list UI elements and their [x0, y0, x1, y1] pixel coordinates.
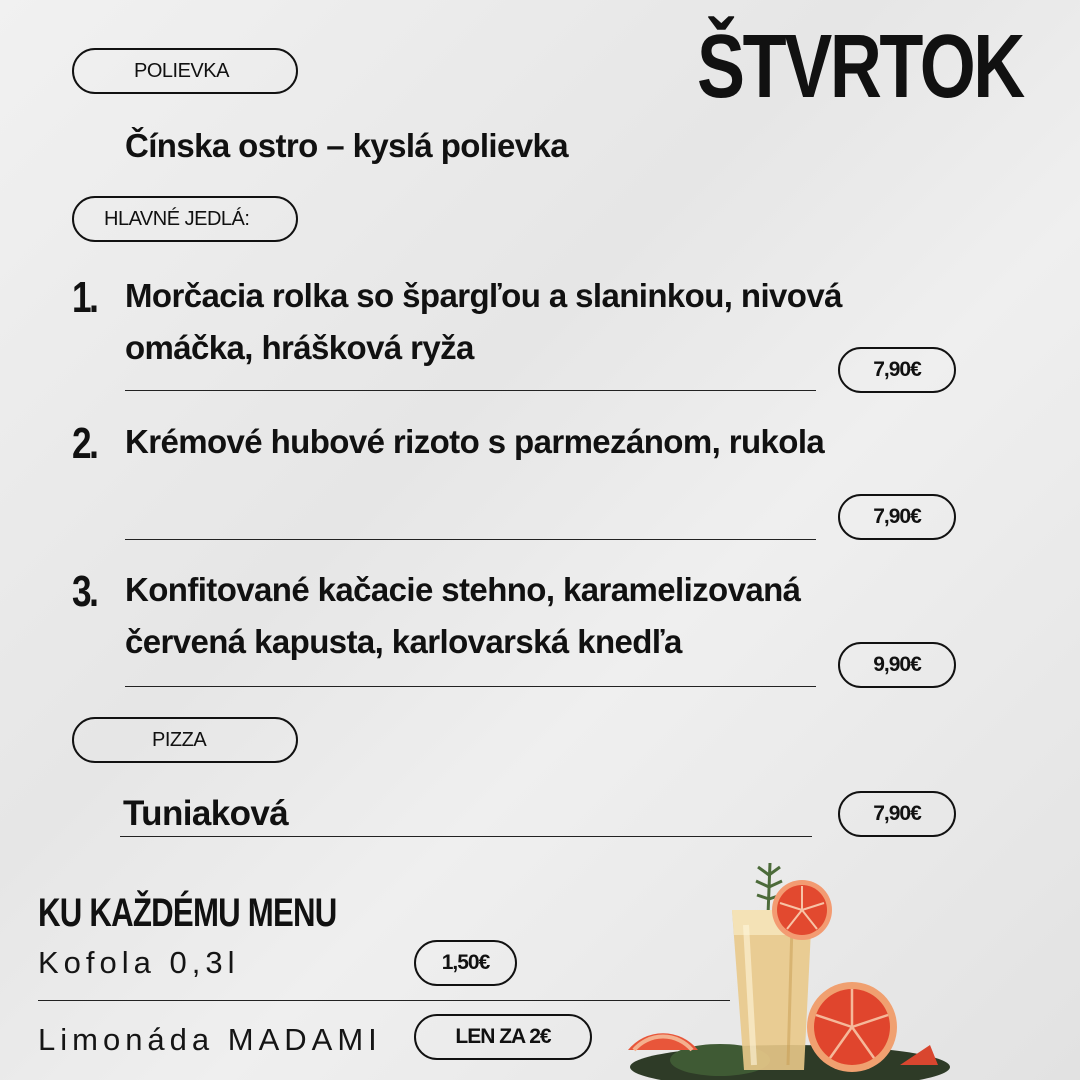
main-item-1-line1: Morčacia rolka so špargľou a slaninkou, nivová: [125, 277, 842, 314]
extra-item-kofola: Kofola 0,3l: [38, 945, 240, 980]
main-item-2-price-text: 7,90€: [873, 505, 921, 528]
main-item-2-line1: Krémové hubové rizoto s parmezánom, rukola: [125, 423, 825, 460]
soup-section-label: POLIEVKA: [134, 59, 229, 82]
main-item-1-price-text: 7,90€: [873, 358, 921, 381]
main-item-3-line2: červená kapusta, karlovarská knedľa: [125, 623, 682, 660]
main-item-2-divider: [125, 539, 816, 540]
main-item-1-line2: omáčka, hrášková ryža: [125, 329, 474, 366]
soup-dish: Čínska ostro – kyslá polievka: [125, 127, 568, 164]
mains-section-pill: [72, 196, 298, 242]
extra-item-limonada-price: [414, 1014, 592, 1060]
main-item-1-number: 1.: [72, 273, 97, 322]
day-title: ŠTVRTOK: [697, 17, 1023, 117]
soup-section-pill: [72, 48, 298, 94]
main-item-2-price: [838, 494, 956, 540]
extras-heading: KU KAŽDÉMU MENU: [38, 891, 337, 935]
pizza-price-text: 7,90€: [873, 802, 921, 825]
extra-item-kofola-price-text: 1,50€: [441, 951, 490, 974]
extra-item-limonada: Limonáda MADAMI: [38, 1022, 382, 1057]
extra-item-kofola-price: [414, 940, 517, 986]
main-item-1-divider: [125, 390, 816, 391]
extra-item-limonada-price-text: LEN ZA 2€: [455, 1025, 551, 1048]
pizza-section-label: PIZZA: [152, 728, 207, 751]
main-item-3-price-text: 9,90€: [873, 653, 921, 676]
lemonade-illustration: [620, 855, 960, 1080]
pizza-dish: Tuniaková: [123, 794, 289, 833]
main-item-3-divider: [125, 686, 816, 687]
pizza-divider: [120, 836, 812, 837]
mains-section-label: HLAVNÉ JEDLÁ:: [104, 207, 250, 230]
pizza-section-pill: [72, 717, 298, 763]
pizza-price: [838, 791, 956, 837]
main-item-2-number: 2.: [72, 419, 97, 468]
main-item-3-price: [838, 642, 956, 688]
main-item-3-line1: Konfitované kačacie stehno, karamelizovaná: [125, 571, 801, 608]
main-item-1-price: [838, 347, 956, 393]
main-item-3-number: 3.: [72, 567, 97, 616]
